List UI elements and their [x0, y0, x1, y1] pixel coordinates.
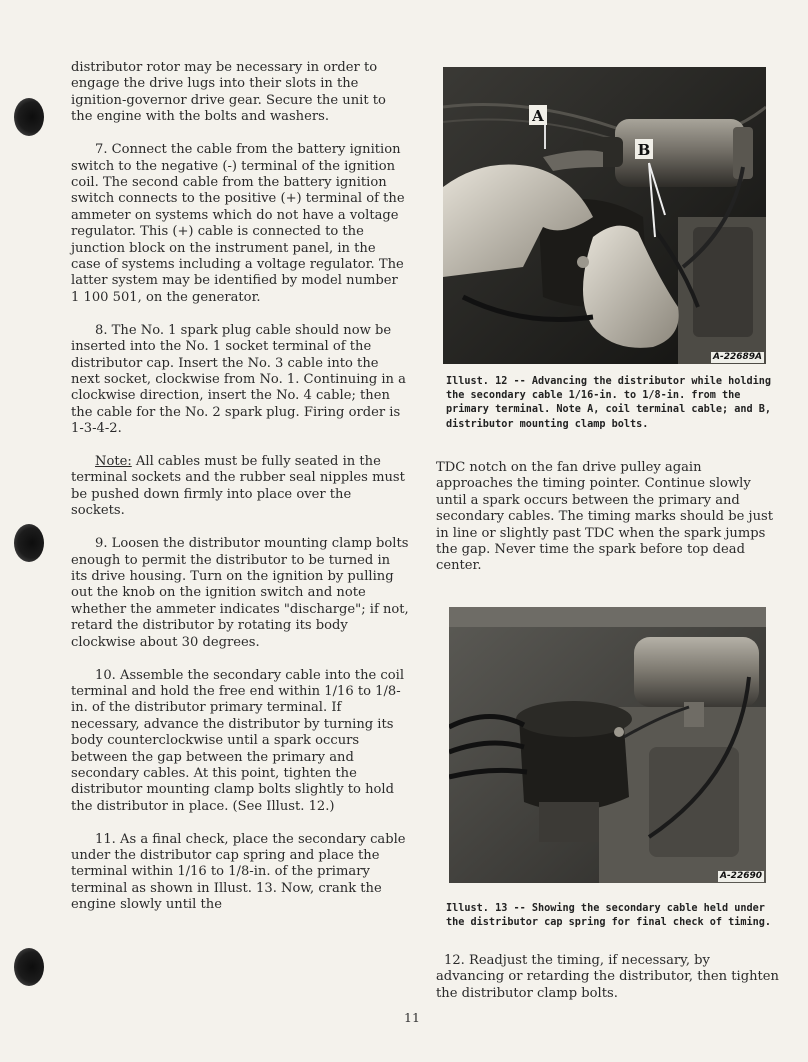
paragraph-step-10: 10. Assemble the secondary cable into the coil terminal and hold the free end within 1/16 to 1/8-in. of the distributor primary terminal. If necessary, advance the distributor by turning its body counterclockwise until a spark occurs between the gap between the primary and secondary cables. At this point, tighten the distributor mounting clamp bolts slightly to hold the distributor in place. (See Illust. 12.)	[71, 667, 405, 814]
callout-b-label: B	[637, 141, 651, 159]
illustration-13-photo	[449, 607, 766, 883]
illustration-13-code: A-22690	[719, 871, 762, 881]
page-number: 11	[404, 1010, 420, 1025]
callout-a-label: A	[532, 107, 544, 125]
illustration-13-caption	[446, 902, 786, 930]
illustration-12-drawing	[443, 67, 766, 364]
illustration-13-caption-text: Illust. 13 -- Showing the secondary cable held under the distributor cap spring for final check of timing.	[446, 903, 772, 929]
illustration-12-code: A-22689A	[713, 352, 762, 362]
note-text: All cables must be fully seated in the terminal sockets and the rubber seal nipples must be pushed down firmly into place over the sockets.	[71, 454, 405, 519]
left-text-column	[71, 60, 409, 930]
right-text-column-upper	[436, 460, 782, 575]
binder-hole-top	[14, 98, 44, 136]
paragraph-step-9: 9. Loosen the distributor mounting clamp bolts enough to permit the distributor to be turned in its drive housing. Turn on the ignition by pulling out the knob on the ignition switch and note whether the ammeter indicates "discharge"; if not, retard the distributor by rotating its body clockwise about 30 degrees.	[71, 536, 409, 650]
paragraph-note	[71, 454, 409, 520]
paragraph-step-12: 12. Readjust the timing, if necessary, by advancing or retarding the distributor, then tighten the distributor clamp bolts.	[436, 953, 779, 1001]
paragraph-step-7: 7. Connect the cable from the battery ignition switch to the negative (-) terminal of the ignition coil. The second cable from the battery ignition switch connects to the positive (+) terminal of the ammeter on systems which do not have a voltage regulator. This (+) cable is connected to the junction block on the instrument panel, in the case of systems including a voltage regulator. The latter system may be identified by model number 1 100 501, on the generator.	[71, 142, 405, 305]
illustration-12-caption-text: Illust. 12 -- Advancing the distributor while holding the secondary cable 1/16-in. to 1/8-in. from the primary terminal. Note A, coil terminal cable; and B, distributor mounting clamp bolts.	[446, 376, 772, 430]
illustration-12-caption	[446, 375, 786, 432]
binder-hole-bottom	[14, 948, 44, 986]
paragraph-step-11: 11. As a final check, place the secondary cable under the distributor cap spring and place the terminal within 1/16 to 1/8-in. of the primary terminal as shown in Illust. 13. Now, crank the engine slowly until the	[71, 831, 406, 913]
illustration-12-photo	[443, 67, 766, 364]
paragraph-rotor: distributor rotor may be necessary in order to engage the drive lugs into their slots in the ignition-governor drive gear. Secure the unit to the engine with the bolts and washers.	[71, 60, 386, 125]
binder-hole-middle	[14, 524, 44, 562]
paragraph-tdc: TDC notch on the fan drive pulley again approaches the timing pointer. Continue slowly until a spark occurs between the primary and secondary cables. The timing marks should be just in line or slightly past TDC when the spark jumps the gap. Never time the spark before top dead center.	[436, 460, 773, 574]
illustration-13-drawing	[449, 607, 766, 883]
paragraph-step-8: 8. The No. 1 spark plug cable should now be inserted into the No. 1 socket terminal of the distributor cap. Insert the No. 3 cable into the next socket, clockwise from No. 1. Continuing in a clockwise direction, insert the No. 4 cable; then the cable for the No. 2 spark plug. Firing order is 1-3-4-2.	[71, 322, 406, 437]
note-label: Note:	[95, 454, 132, 470]
right-text-column-lower	[436, 953, 782, 1002]
